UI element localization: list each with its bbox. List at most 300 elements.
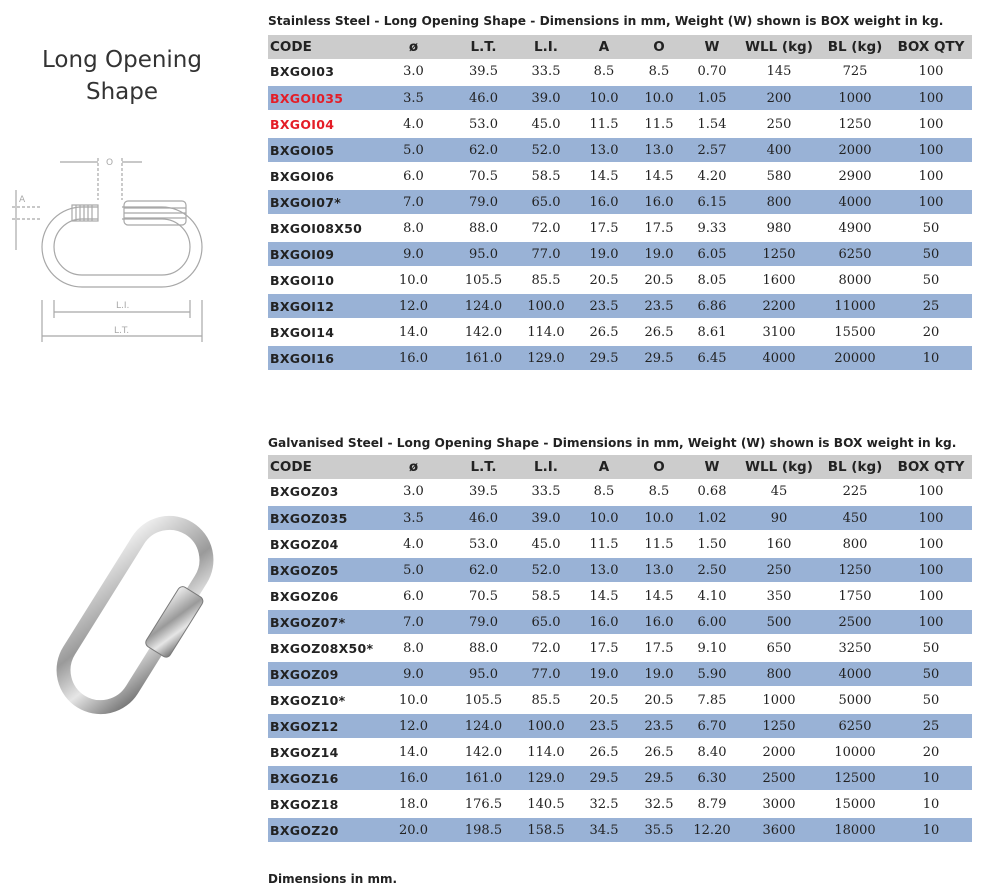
cell-o: 14.5 xyxy=(632,163,686,189)
cell-bl: 1000 xyxy=(820,85,890,111)
cell-lt: 70.5 xyxy=(451,583,516,609)
cell-w: 5.90 xyxy=(686,661,738,687)
column-header: WLL (kg) xyxy=(738,35,820,59)
column-header: L.I. xyxy=(516,455,576,479)
cell-w: 2.57 xyxy=(686,137,738,163)
cell-wll: 200 xyxy=(738,85,820,111)
cell-o: 13.0 xyxy=(632,137,686,163)
cell-lt: 105.5 xyxy=(451,267,516,293)
cell-a: 10.0 xyxy=(576,505,632,531)
cell-qty: 50 xyxy=(890,267,972,293)
cell-d: 6.0 xyxy=(376,163,451,189)
cell-d: 7.0 xyxy=(376,189,451,215)
cell-bl: 4000 xyxy=(820,189,890,215)
cell-d: 16.0 xyxy=(376,345,451,371)
cell-lt: 53.0 xyxy=(451,111,516,137)
cell-w: 0.68 xyxy=(686,479,738,505)
cell-qty: 10 xyxy=(890,345,972,371)
cell-lt: 62.0 xyxy=(451,557,516,583)
product-code: BXGOZ08X50* xyxy=(268,635,376,661)
cell-a: 16.0 xyxy=(576,189,632,215)
side-title xyxy=(22,44,222,108)
cell-wll: 1250 xyxy=(738,713,820,739)
stainless-header-row xyxy=(268,35,972,59)
cell-li: 33.5 xyxy=(516,59,576,85)
product-code: BXGOZ06 xyxy=(268,583,376,609)
column-header: BOX QTY xyxy=(890,455,972,479)
side-title-line1: Long Opening xyxy=(42,47,202,73)
cell-qty: 10 xyxy=(890,765,972,791)
cell-d: 20.0 xyxy=(376,817,451,843)
table-row xyxy=(268,319,972,345)
cell-a: 20.5 xyxy=(576,267,632,293)
cell-li: 100.0 xyxy=(516,293,576,319)
cell-qty: 50 xyxy=(890,661,972,687)
product-code: BXGOZ035 xyxy=(268,505,376,531)
stainless-section xyxy=(268,13,972,372)
cell-li: 45.0 xyxy=(516,531,576,557)
cell-o: 23.5 xyxy=(632,713,686,739)
cell-bl: 800 xyxy=(820,531,890,557)
cell-lt: 95.0 xyxy=(451,241,516,267)
cell-d: 5.0 xyxy=(376,557,451,583)
cell-lt: 105.5 xyxy=(451,687,516,713)
cell-li: 85.5 xyxy=(516,267,576,293)
cell-a: 19.0 xyxy=(576,241,632,267)
cell-o: 8.5 xyxy=(632,59,686,85)
cell-d: 7.0 xyxy=(376,609,451,635)
cell-o: 17.5 xyxy=(632,215,686,241)
cell-bl: 4000 xyxy=(820,661,890,687)
cell-lt: 70.5 xyxy=(451,163,516,189)
cell-bl: 2500 xyxy=(820,609,890,635)
cell-a: 32.5 xyxy=(576,791,632,817)
cell-o: 8.5 xyxy=(632,479,686,505)
cell-o: 19.0 xyxy=(632,241,686,267)
cell-lt: 79.0 xyxy=(451,189,516,215)
column-header: L.I. xyxy=(516,35,576,59)
cell-qty: 100 xyxy=(890,189,972,215)
cell-d: 16.0 xyxy=(376,765,451,791)
cell-bl: 15000 xyxy=(820,791,890,817)
cell-a: 13.0 xyxy=(576,137,632,163)
cell-a: 11.5 xyxy=(576,531,632,557)
cell-bl: 1250 xyxy=(820,111,890,137)
cell-li: 114.0 xyxy=(516,319,576,345)
cell-bl: 8000 xyxy=(820,267,890,293)
cell-li: 33.5 xyxy=(516,479,576,505)
cell-lt: 95.0 xyxy=(451,661,516,687)
cell-d: 4.0 xyxy=(376,111,451,137)
product-code: BXGOZ18 xyxy=(268,791,376,817)
cell-lt: 161.0 xyxy=(451,765,516,791)
cell-li: 129.0 xyxy=(516,765,576,791)
cell-bl: 10000 xyxy=(820,739,890,765)
cell-wll: 800 xyxy=(738,661,820,687)
cell-qty: 100 xyxy=(890,583,972,609)
cell-bl: 15500 xyxy=(820,319,890,345)
cell-qty: 100 xyxy=(890,163,972,189)
table-row xyxy=(268,189,972,215)
cell-qty: 100 xyxy=(890,59,972,85)
cell-li: 72.0 xyxy=(516,215,576,241)
product-code: BXGOI16 xyxy=(268,345,376,371)
cell-qty: 10 xyxy=(890,817,972,843)
cell-w: 0.70 xyxy=(686,59,738,85)
column-header: ø xyxy=(376,455,451,479)
cell-o: 32.5 xyxy=(632,791,686,817)
table-row xyxy=(268,557,972,583)
column-header: W xyxy=(686,35,738,59)
cell-w: 9.10 xyxy=(686,635,738,661)
cell-w: 8.05 xyxy=(686,267,738,293)
product-code: BXGOI08X50 xyxy=(268,215,376,241)
table-row xyxy=(268,505,972,531)
cell-li: 85.5 xyxy=(516,687,576,713)
cell-d: 10.0 xyxy=(376,267,451,293)
cell-w: 6.30 xyxy=(686,765,738,791)
cell-o: 14.5 xyxy=(632,583,686,609)
cell-li: 65.0 xyxy=(516,189,576,215)
cell-o: 17.5 xyxy=(632,635,686,661)
cell-lt: 124.0 xyxy=(451,293,516,319)
cell-li: 72.0 xyxy=(516,635,576,661)
cell-a: 14.5 xyxy=(576,583,632,609)
product-code: BXGOI03 xyxy=(268,59,376,85)
cell-qty: 50 xyxy=(890,635,972,661)
dim-label-a: A xyxy=(19,195,26,205)
column-header: L.T. xyxy=(451,35,516,59)
cell-w: 4.10 xyxy=(686,583,738,609)
cell-a: 34.5 xyxy=(576,817,632,843)
product-code: BXGOZ10* xyxy=(268,687,376,713)
cell-wll: 3100 xyxy=(738,319,820,345)
cell-qty: 10 xyxy=(890,791,972,817)
cell-a: 26.5 xyxy=(576,739,632,765)
product-code: BXGOI14 xyxy=(268,319,376,345)
cell-wll: 800 xyxy=(738,189,820,215)
table-row xyxy=(268,85,972,111)
cell-bl: 11000 xyxy=(820,293,890,319)
cell-o: 29.5 xyxy=(632,765,686,791)
cell-wll: 45 xyxy=(738,479,820,505)
galvanised-section xyxy=(268,435,972,844)
cell-wll: 400 xyxy=(738,137,820,163)
cell-a: 13.0 xyxy=(576,557,632,583)
cell-bl: 5000 xyxy=(820,687,890,713)
cell-qty: 100 xyxy=(890,505,972,531)
table-row xyxy=(268,817,972,843)
galvanised-header-row xyxy=(268,455,972,479)
column-header: L.T. xyxy=(451,455,516,479)
cell-li: 77.0 xyxy=(516,661,576,687)
cell-w: 6.45 xyxy=(686,345,738,371)
cell-bl: 1750 xyxy=(820,583,890,609)
cell-bl: 18000 xyxy=(820,817,890,843)
table-row xyxy=(268,635,972,661)
cell-qty: 100 xyxy=(890,531,972,557)
product-code: BXGOZ07* xyxy=(268,609,376,635)
cell-d: 3.0 xyxy=(376,59,451,85)
table-row xyxy=(268,59,972,85)
cell-wll: 1600 xyxy=(738,267,820,293)
cell-w: 1.05 xyxy=(686,85,738,111)
cell-lt: 124.0 xyxy=(451,713,516,739)
cell-d: 6.0 xyxy=(376,583,451,609)
cell-li: 114.0 xyxy=(516,739,576,765)
cell-d: 5.0 xyxy=(376,137,451,163)
cell-wll: 90 xyxy=(738,505,820,531)
cell-lt: 142.0 xyxy=(451,319,516,345)
cell-lt: 62.0 xyxy=(451,137,516,163)
cell-qty: 25 xyxy=(890,293,972,319)
cell-o: 19.0 xyxy=(632,661,686,687)
link-inner-outline xyxy=(54,219,190,275)
cell-wll: 500 xyxy=(738,609,820,635)
cell-o: 23.5 xyxy=(632,293,686,319)
cell-qty: 50 xyxy=(890,687,972,713)
cell-qty: 100 xyxy=(890,137,972,163)
cell-d: 14.0 xyxy=(376,739,451,765)
cell-qty: 50 xyxy=(890,215,972,241)
cell-wll: 3600 xyxy=(738,817,820,843)
product-code: BXGOZ05 xyxy=(268,557,376,583)
cell-a: 23.5 xyxy=(576,713,632,739)
product-code: BXGOI06 xyxy=(268,163,376,189)
cell-a: 11.5 xyxy=(576,111,632,137)
table-row xyxy=(268,713,972,739)
cell-lt: 142.0 xyxy=(451,739,516,765)
cell-d: 3.0 xyxy=(376,479,451,505)
cell-qty: 100 xyxy=(890,111,972,137)
cell-li: 158.5 xyxy=(516,817,576,843)
cell-lt: 88.0 xyxy=(451,635,516,661)
product-code: BXGOZ16 xyxy=(268,765,376,791)
cell-o: 26.5 xyxy=(632,319,686,345)
cell-li: 100.0 xyxy=(516,713,576,739)
cell-wll: 3000 xyxy=(738,791,820,817)
cell-li: 129.0 xyxy=(516,345,576,371)
column-header: BL (kg) xyxy=(820,35,890,59)
cell-bl: 3250 xyxy=(820,635,890,661)
cell-wll: 2000 xyxy=(738,739,820,765)
cell-o: 16.0 xyxy=(632,189,686,215)
table-row xyxy=(268,583,972,609)
cell-a: 26.5 xyxy=(576,319,632,345)
cell-li: 58.5 xyxy=(516,163,576,189)
cell-a: 29.5 xyxy=(576,345,632,371)
cell-wll: 1000 xyxy=(738,687,820,713)
table-row xyxy=(268,215,972,241)
technical-drawing xyxy=(12,150,227,350)
cell-a: 10.0 xyxy=(576,85,632,111)
footer-note: Dimensions in mm. xyxy=(268,872,398,886)
cell-w: 6.15 xyxy=(686,189,738,215)
cell-bl: 725 xyxy=(820,59,890,85)
cell-o: 35.5 xyxy=(632,817,686,843)
column-header: A xyxy=(576,455,632,479)
quick-link-photo xyxy=(40,505,230,725)
cell-wll: 980 xyxy=(738,215,820,241)
table-row xyxy=(268,111,972,137)
cell-bl: 4900 xyxy=(820,215,890,241)
cell-wll: 250 xyxy=(738,111,820,137)
galvanised-table xyxy=(268,455,972,844)
cell-d: 9.0 xyxy=(376,241,451,267)
column-header: W xyxy=(686,455,738,479)
cell-wll: 2200 xyxy=(738,293,820,319)
cell-w: 6.05 xyxy=(686,241,738,267)
table-row xyxy=(268,479,972,505)
product-code: BXGOZ20 xyxy=(268,817,376,843)
table-row xyxy=(268,163,972,189)
cell-a: 29.5 xyxy=(576,765,632,791)
table-row xyxy=(268,241,972,267)
cell-lt: 176.5 xyxy=(451,791,516,817)
cell-wll: 4000 xyxy=(738,345,820,371)
cell-bl: 2900 xyxy=(820,163,890,189)
cell-lt: 79.0 xyxy=(451,609,516,635)
column-header: CODE xyxy=(268,35,376,59)
product-code: BXGOI05 xyxy=(268,137,376,163)
side-title-line2: Shape xyxy=(85,79,159,105)
product-code: BXGOZ14 xyxy=(268,739,376,765)
cell-lt: 46.0 xyxy=(451,85,516,111)
cell-li: 45.0 xyxy=(516,111,576,137)
product-code: BXGOZ12 xyxy=(268,713,376,739)
cell-o: 11.5 xyxy=(632,531,686,557)
table-row xyxy=(268,137,972,163)
column-header: O xyxy=(632,455,686,479)
column-header: CODE xyxy=(268,455,376,479)
cell-d: 4.0 xyxy=(376,531,451,557)
cell-bl: 6250 xyxy=(820,241,890,267)
column-header: WLL (kg) xyxy=(738,455,820,479)
cell-o: 20.5 xyxy=(632,267,686,293)
cell-d: 8.0 xyxy=(376,635,451,661)
cell-qty: 50 xyxy=(890,241,972,267)
table-row xyxy=(268,531,972,557)
table-row xyxy=(268,609,972,635)
cell-bl: 450 xyxy=(820,505,890,531)
table-row xyxy=(268,345,972,371)
table-row xyxy=(268,687,972,713)
stainless-caption: Stainless Steel - Long Opening Shape - Dimensions in mm, Weight (W) shown is BOX weight in kg. xyxy=(268,14,944,28)
stainless-table xyxy=(268,35,972,372)
cell-d: 12.0 xyxy=(376,293,451,319)
cell-li: 52.0 xyxy=(516,137,576,163)
column-header: BL (kg) xyxy=(820,455,890,479)
cell-d: 14.0 xyxy=(376,319,451,345)
cell-d: 8.0 xyxy=(376,215,451,241)
cell-li: 52.0 xyxy=(516,557,576,583)
dim-label-li: L.I. xyxy=(116,301,130,311)
cell-bl: 6250 xyxy=(820,713,890,739)
cell-w: 1.54 xyxy=(686,111,738,137)
table-row xyxy=(268,267,972,293)
cell-wll: 250 xyxy=(738,557,820,583)
cell-w: 1.50 xyxy=(686,531,738,557)
cell-w: 8.61 xyxy=(686,319,738,345)
cell-lt: 39.5 xyxy=(451,59,516,85)
cell-wll: 160 xyxy=(738,531,820,557)
product-code: BXGOI07* xyxy=(268,189,376,215)
product-code: BXGOI035 xyxy=(268,85,376,111)
dim-label-lt: L.T. xyxy=(114,326,130,336)
cell-bl: 12500 xyxy=(820,765,890,791)
cell-lt: 39.5 xyxy=(451,479,516,505)
cell-o: 10.0 xyxy=(632,505,686,531)
cell-a: 17.5 xyxy=(576,215,632,241)
cell-qty: 100 xyxy=(890,479,972,505)
galvanised-caption: Galvanised Steel - Long Opening Shape - Dimensions in mm, Weight (W) shown is BOX weight in kg. xyxy=(268,436,957,450)
cell-w: 2.50 xyxy=(686,557,738,583)
cell-a: 20.5 xyxy=(576,687,632,713)
cell-a: 14.5 xyxy=(576,163,632,189)
cell-w: 6.00 xyxy=(686,609,738,635)
table-row xyxy=(268,765,972,791)
cell-wll: 650 xyxy=(738,635,820,661)
product-code: BXGOZ03 xyxy=(268,479,376,505)
product-code: BXGOI04 xyxy=(268,111,376,137)
cell-w: 7.85 xyxy=(686,687,738,713)
cell-d: 18.0 xyxy=(376,791,451,817)
cell-lt: 198.5 xyxy=(451,817,516,843)
product-code: BXGOI12 xyxy=(268,293,376,319)
cell-bl: 1250 xyxy=(820,557,890,583)
cell-o: 26.5 xyxy=(632,739,686,765)
cell-bl: 225 xyxy=(820,479,890,505)
link-nut xyxy=(144,585,205,659)
cell-qty: 100 xyxy=(890,85,972,111)
table-row xyxy=(268,661,972,687)
cell-o: 10.0 xyxy=(632,85,686,111)
cell-a: 16.0 xyxy=(576,609,632,635)
cell-a: 23.5 xyxy=(576,293,632,319)
cell-o: 20.5 xyxy=(632,687,686,713)
cell-w: 12.20 xyxy=(686,817,738,843)
cell-o: 16.0 xyxy=(632,609,686,635)
cell-wll: 145 xyxy=(738,59,820,85)
cell-lt: 161.0 xyxy=(451,345,516,371)
cell-lt: 53.0 xyxy=(451,531,516,557)
cell-qty: 20 xyxy=(890,319,972,345)
cell-qty: 100 xyxy=(890,557,972,583)
cell-d: 9.0 xyxy=(376,661,451,687)
cell-w: 6.70 xyxy=(686,713,738,739)
cell-wll: 2500 xyxy=(738,765,820,791)
cell-wll: 350 xyxy=(738,583,820,609)
column-header: BOX QTY xyxy=(890,35,972,59)
cell-bl: 20000 xyxy=(820,345,890,371)
cell-li: 65.0 xyxy=(516,609,576,635)
cell-lt: 46.0 xyxy=(451,505,516,531)
cell-li: 58.5 xyxy=(516,583,576,609)
table-row xyxy=(268,739,972,765)
cell-o: 13.0 xyxy=(632,557,686,583)
cell-li: 39.0 xyxy=(516,505,576,531)
table-row xyxy=(268,791,972,817)
column-header: A xyxy=(576,35,632,59)
cell-li: 77.0 xyxy=(516,241,576,267)
cell-li: 140.5 xyxy=(516,791,576,817)
cell-o: 11.5 xyxy=(632,111,686,137)
cell-wll: 580 xyxy=(738,163,820,189)
cell-w: 8.79 xyxy=(686,791,738,817)
cell-w: 4.20 xyxy=(686,163,738,189)
cell-bl: 2000 xyxy=(820,137,890,163)
product-code: BXGOI10 xyxy=(268,267,376,293)
